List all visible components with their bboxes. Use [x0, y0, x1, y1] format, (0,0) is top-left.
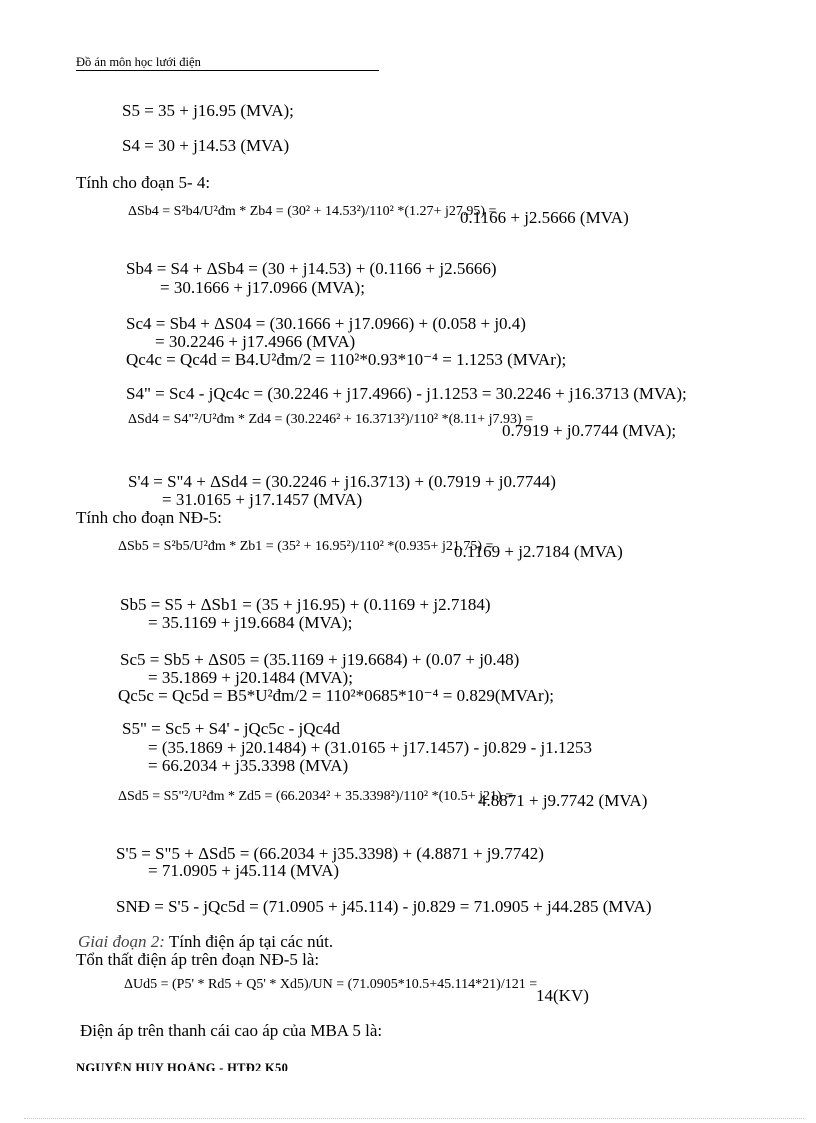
eq-s5-double-prime-expansion: = (35.1869 + j20.1484) + (31.0165 + j17.1457) - j0.829 - j1.1253	[148, 738, 592, 757]
eq-s5: S5 = 35 + j16.95 (MVA);	[122, 101, 294, 120]
eq-sb4: Sb4 = S4 + ΔSb4 = (30 + j14.53) + (0.1166 + j2.5666)	[126, 259, 497, 278]
eq-delta-sd5-result: 4.8871 + j9.7742 (MVA)	[478, 791, 648, 810]
busbar-voltage-intro: Điện áp trên thanh cái cao áp của MBA 5 là:	[80, 1021, 383, 1040]
eq-sb5: Sb5 = S5 + ΔSb1 = (35 + j16.95) + (0.1169 + j2.7184)	[120, 595, 491, 614]
page-footer: NGUYỄN HUY HOÀNG - HTĐ2 K50	[76, 1062, 289, 1071]
stage-2-label: Giai đoạn 2:	[78, 932, 165, 951]
section-heading-nd-5: Tính cho đoạn NĐ-5:	[76, 508, 222, 527]
eq-s5-prime-result: = 71.0905 + j45.114 (MVA)	[148, 861, 340, 880]
eq-s5-prime: S'5 = S"5 + ΔSd5 = (66.2034 + j35.3398) + (4.8871 + j9.7742)	[116, 844, 544, 863]
eq-s5-double-prime: S5" = Sc5 + S4' - jQc5c - jQc4d	[122, 719, 341, 738]
eq-s4-prime: S'4 = S"4 + ΔSd4 = (30.2246 + j16.3713) + (0.7919 + j0.7744)	[128, 472, 556, 491]
eq-sb5-result: = 35.1169 + j19.6684 (MVA);	[148, 613, 353, 632]
page-header: Đồ án môn học lưới điện	[76, 56, 379, 71]
eq-delta-sd4: ΔSd4 = S4"²/U²đm * Zd4 = (30.2246² + 16.3713²)/110² *(8.11+ j7.93) =	[128, 412, 534, 427]
eq-sc5: Sc5 = Sb5 + ΔS05 = (35.1169 + j19.6684) + (0.07 + j0.48)	[120, 650, 520, 669]
eq-sc4-result: = 30.2246 + j17.4966 (MVA)	[155, 332, 356, 351]
eq-sb4-result: = 30.1666 + j17.0966 (MVA);	[160, 278, 365, 297]
eq-delta-sd5: ΔSd5 = S5"²/U²đm * Zd5 = (66.2034² + 35.3398²)/110² *(10.5+ j21) =	[118, 789, 514, 804]
eq-s4-double-prime: S4" = Sc4 - jQc4c = (30.2246 + j17.4966) - j1.1253 = 30.2246 + j16.3713 (MVA);	[126, 384, 687, 403]
eq-sc5-result: = 35.1869 + j20.1484 (MVA);	[148, 668, 353, 687]
eq-delta-sd4-result: 0.7919 + j0.7744 (MVA);	[502, 421, 677, 440]
section-heading-5-4: Tính cho đoạn 5- 4:	[76, 173, 211, 192]
stage-2-heading	[78, 933, 333, 950]
voltage-loss-intro: Tổn thất điện áp trên đoạn NĐ-5 là:	[76, 950, 320, 969]
eq-delta-sb5-result: 0.1169 + j2.7184 (MVA)	[454, 542, 623, 561]
eq-delta-sb4-result: 0.1166 + j2.5666 (MVA)	[460, 208, 629, 227]
eq-delta-ud5: ΔUd5 = (P5' * Rd5 + Q5' * Xd5)/UN = (71.0905*10.5+45.114*21)/121 =	[124, 977, 538, 992]
eq-sc4: Sc4 = Sb4 + ΔS04 = (30.1666 + j17.0966) + (0.058 + j0.4)	[126, 314, 526, 333]
eq-s5-double-prime-result: = 66.2034 + j35.3398 (MVA)	[148, 756, 349, 775]
eq-s4: S4 = 30 + j14.53 (MVA)	[122, 136, 290, 155]
eq-s4-prime-result: = 31.0165 + j17.1457 (MVA)	[162, 490, 363, 509]
eq-qc4: Qc4c = Qc4d = B4.U²đm/2 = 110²*0.93*10⁻⁴ = 1.1253 (MVAr);	[126, 350, 567, 369]
eq-qc5: Qc5c = Qc5d = B5*U²đm/2 = 110²*0685*10⁻⁴ = 0.829(MVAr);	[118, 686, 554, 705]
stage-2-description: Tính điện áp tại các nút.	[168, 932, 334, 951]
eq-delta-sb4: ΔSb4 = S²b4/U²đm * Zb4 = (30² + 14.53²)/110² *(1.27+ j27.95) =	[128, 204, 497, 219]
eq-delta-sb5: ΔSb5 = S²b5/U²đm * Zb1 = (35² + 16.95²)/110² *(0.935+ j21.75) =	[118, 539, 494, 554]
eq-snd: SNĐ = S'5 - jQc5d = (71.0905 + j45.114) - j0.829 = 71.0905 + j44.285 (MVA)	[116, 897, 652, 916]
eq-delta-ud5-result: 14(KV)	[536, 986, 589, 1005]
page-bottom-divider	[24, 1118, 804, 1119]
